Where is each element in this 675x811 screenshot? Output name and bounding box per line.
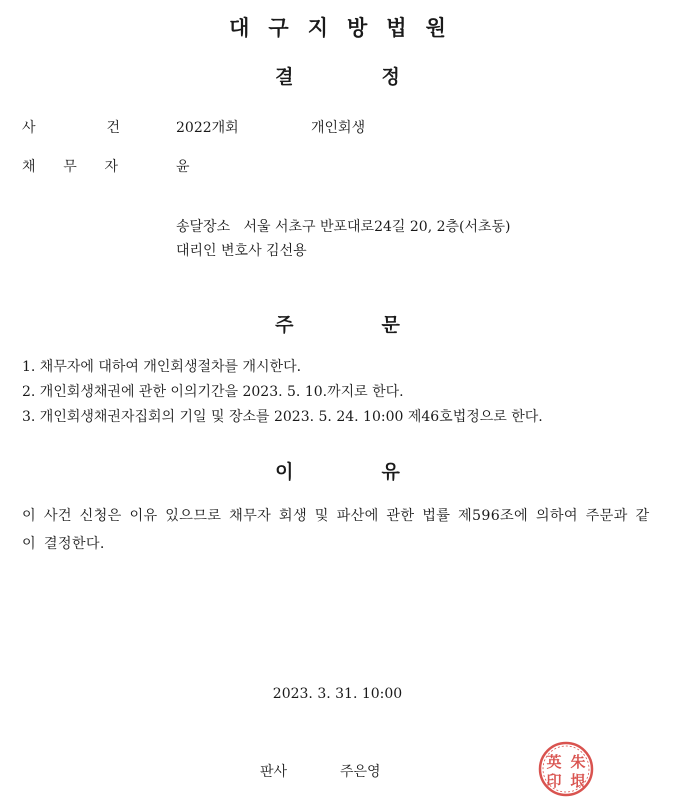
order-heading bbox=[0, 310, 675, 337]
reason-heading-part1: 이 bbox=[275, 461, 294, 483]
case-label-char1: 사 bbox=[22, 120, 36, 136]
case-label bbox=[22, 117, 120, 137]
order-item: 3. 개인회생채권자집회의 기일 및 장소를 2023. 5. 24. 10:00 제46호법정으로 한다. bbox=[22, 409, 543, 425]
case-label-char2: 건 bbox=[106, 120, 120, 136]
debtor-label-char3: 자 bbox=[104, 159, 118, 175]
seal-char: 垠 bbox=[570, 772, 586, 790]
judge-title: 판사 bbox=[260, 764, 288, 780]
case-number: 2022개회 bbox=[176, 120, 239, 136]
seal-char: 朱 bbox=[570, 753, 586, 771]
document-title-part2: 정 bbox=[381, 66, 400, 88]
service-address-label: 송달장소 bbox=[176, 219, 231, 235]
order-heading-part1: 주 bbox=[275, 314, 294, 336]
agent: 대리인 변호사 김선용 bbox=[176, 243, 307, 259]
order-list bbox=[22, 355, 543, 430]
order-item: 2. 개인회생채권에 관한 이의기간을 2023. 5. 10.까지로 한다. bbox=[22, 384, 404, 400]
debtor-name: 윤 bbox=[176, 159, 190, 175]
reason-heading bbox=[0, 457, 675, 484]
seal-char: 英 bbox=[546, 753, 562, 771]
judge-seal bbox=[537, 740, 595, 798]
document-title bbox=[0, 62, 675, 89]
service-address-row bbox=[176, 216, 511, 236]
order-item: 1. 채무자에 대하여 개인회생절차를 개시한다. bbox=[22, 359, 302, 375]
service-address-value: 서울 서초구 반포대로24길 20, 2층(서초동) bbox=[243, 219, 511, 235]
debtor-label-char1: 채 bbox=[22, 159, 36, 175]
decision-date: 2023. 3. 31. 10:00 bbox=[272, 686, 403, 702]
order-heading-part2: 문 bbox=[381, 314, 400, 336]
court-name: 대구지방법원 bbox=[229, 16, 465, 40]
reason-text: 이 사건 신청은 이유 있으므로 채무자 회생 및 파산에 관한 법률 제596조에 의하여 주문과 같이 결정한다. bbox=[22, 508, 650, 552]
document-title-part1: 결 bbox=[275, 66, 294, 88]
reason-heading-part2: 유 bbox=[381, 461, 400, 483]
debtor-label-char2: 무 bbox=[63, 159, 77, 175]
seal-char: 印 bbox=[546, 772, 562, 790]
judge-name: 주은영 bbox=[340, 764, 381, 780]
case-type: 개인회생 bbox=[311, 120, 366, 136]
debtor-label bbox=[22, 156, 120, 176]
